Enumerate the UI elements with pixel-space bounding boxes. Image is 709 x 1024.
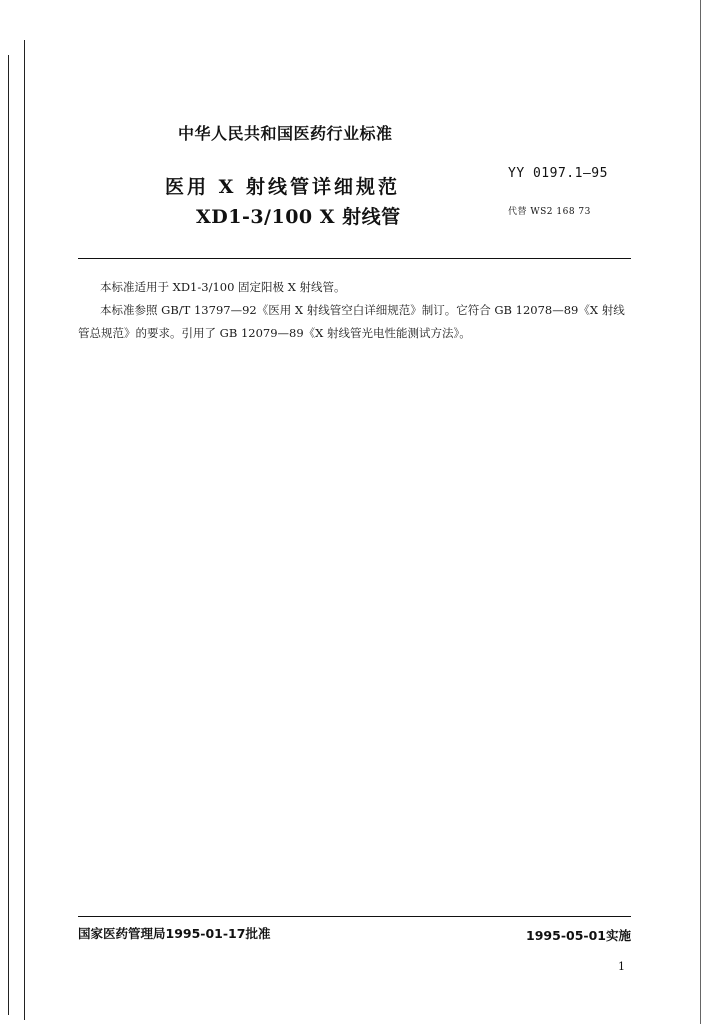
approval-line: 国家医药管理局1995-01-17批准: [78, 926, 271, 941]
body-text: [78, 276, 634, 345]
issuing-body-title: 中华人民共和国医药行业标准: [178, 124, 393, 143]
implementation-date: 1995-05-01实施: [526, 928, 631, 943]
standard-number: YY 0197.1—95: [508, 166, 608, 181]
document-subtitle: XD1-3/100 X 射线管: [196, 206, 401, 228]
scan-edge-left-inner: [24, 40, 25, 1020]
scan-edge-left: [8, 55, 9, 1015]
body-paragraph: 本标准适用于 XD1-3/100 固定阳极 X 射线管。: [100, 280, 346, 294]
page-number: 1: [618, 960, 625, 973]
footer-rule: [78, 916, 631, 917]
document-title: 医用 X 射线管详细规范: [165, 176, 400, 198]
scan-edge-right: [700, 0, 701, 1024]
header-rule: [78, 258, 631, 259]
body-paragraph: 本标准参照 GB/T 13797—92《医用 X 射线管空白详细规范》制订。它符合 GB 12078—89《X 射线管总规范》的要求。引用了 GB 12079—89《X 射线管光电性能测试方法》。: [78, 303, 625, 340]
replaces-standard: 代替 WS2 168 73: [508, 207, 591, 217]
